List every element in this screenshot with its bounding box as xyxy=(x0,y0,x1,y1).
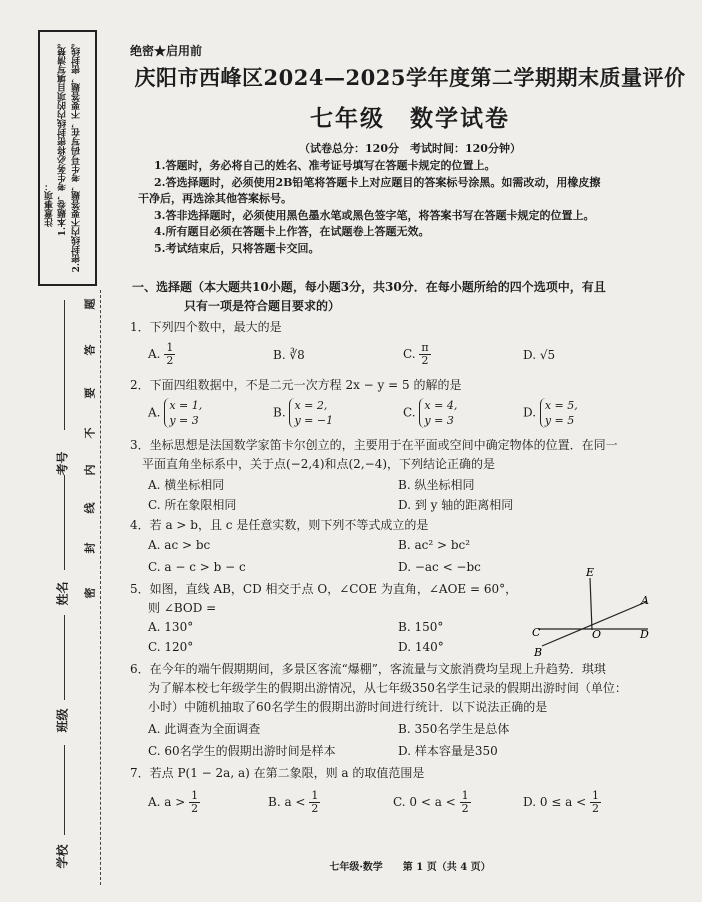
q1-option-c xyxy=(403,342,431,367)
seal-word: 不 xyxy=(83,427,97,439)
seal-word: 密 xyxy=(83,587,97,599)
fraction xyxy=(189,790,200,815)
option-label: A. a > xyxy=(148,795,186,809)
option-label: D. xyxy=(523,405,537,420)
numerator: π xyxy=(421,341,429,354)
q6-option-b: B. 350名学生是总体 xyxy=(398,722,510,736)
seal-word: 内 xyxy=(83,464,97,476)
denominator: 2 xyxy=(421,354,429,367)
q7-option-b xyxy=(268,790,320,815)
kaohao-line xyxy=(64,300,65,430)
stem-line: 6．在今年的端午假期期间，多景区客流“爆棚”，客流量与文旅消费均呈现上升趋势．琪琪 xyxy=(130,662,606,676)
question-2-stem: 2．下面四组数据中，不是二元一次方程 2x − y = 5 的解的是 xyxy=(130,378,462,392)
xingming-label: 姓名 xyxy=(55,581,70,606)
denominator: 2 xyxy=(461,802,469,815)
eq-line: x = 5, xyxy=(544,399,578,412)
instruction-line: 5.考试结束后，只将答题卡交回。 xyxy=(154,241,320,255)
label-e: E xyxy=(586,566,595,579)
q2-option-d xyxy=(523,398,578,428)
q1-option-d: D. √5 xyxy=(523,348,556,362)
seal-word: 答 xyxy=(83,344,97,356)
numerator: 1 xyxy=(311,789,319,802)
line-oe xyxy=(590,578,592,630)
question-1-stem: 1．下列四个数中，最大的是 xyxy=(130,320,282,334)
seal-word: 题 xyxy=(83,298,97,310)
q4-option-b: B. ac² > bc² xyxy=(398,538,471,552)
fraction xyxy=(419,342,430,367)
option-label: C. xyxy=(403,405,416,420)
instruction-line: 1.答题时，务必将自己的姓名、准考证号填写在答题卡规定的位置上。 xyxy=(154,159,496,172)
label-a: A xyxy=(641,594,649,607)
fraction xyxy=(309,790,320,815)
angle-diagram xyxy=(528,566,658,658)
question-3-stem xyxy=(130,436,692,474)
option-label: B. xyxy=(273,405,286,420)
seal-word: 封 xyxy=(83,542,97,554)
denominator: 2 xyxy=(191,802,199,815)
stem-line: 3．坐标思想是法国数学家笛卡尔创立的，主要用于在平面或空间中确定物体的位置．在同一 xyxy=(130,438,618,452)
q4-option-a: A. ac > bc xyxy=(148,538,211,552)
exam-content xyxy=(118,0,702,902)
seal-word: 要 xyxy=(83,387,97,399)
xingming-line xyxy=(64,475,65,570)
question-5-stem xyxy=(130,580,530,618)
eq-line: y = 5 xyxy=(544,414,575,427)
fraction xyxy=(590,790,601,815)
q5-option-b: B. 150° xyxy=(398,620,444,634)
secret-mark: 绝密★启用前 xyxy=(130,44,203,58)
numerator: 1 xyxy=(461,789,469,802)
instruction-line: 3.答非选择题时，必须使用黑色墨水笔或黑色签字笔，将答案书写在答题卡规定的位置上。 xyxy=(154,208,595,222)
instruction-line: 干净后，再选涂其他答案标号。 xyxy=(138,192,292,205)
numerator: 1 xyxy=(592,789,599,802)
question-7-stem: 7．若点 P(1 − 2a, a) 在第二象限，则 a 的取值范围是 xyxy=(130,766,425,780)
q3-option-b: B. 纵坐标相同 xyxy=(398,478,475,492)
q2-option-b xyxy=(273,398,333,428)
fraction xyxy=(164,342,175,367)
section-line: 一、选择题（本大题共10小题，每小题3分，共30分．在每小题所给的四个选项中，有且 xyxy=(132,280,606,294)
option-label: C. xyxy=(403,347,416,361)
numerator: 1 xyxy=(191,789,199,802)
kaohao-label: 考号 xyxy=(55,451,70,476)
option-label: A. xyxy=(148,405,161,420)
q3-option-c: C. 所在象限相同 xyxy=(148,498,237,512)
exam-subtitle: 七年级 数学试卷 xyxy=(310,105,510,132)
q3-option-d: D. 到 y 轴的距离相同 xyxy=(398,498,514,512)
q7-option-c xyxy=(393,790,471,815)
q1-option-b: B. ∛8 xyxy=(273,348,305,362)
notice-box xyxy=(38,30,97,286)
banji-label: 班级 xyxy=(55,708,70,733)
label-c: C xyxy=(532,626,541,639)
section-line: 只有一项是符合题目要求的） xyxy=(184,299,341,313)
option-label: D. 0 ≤ a < xyxy=(523,795,587,809)
instructions xyxy=(138,158,694,257)
denominator: 2 xyxy=(166,354,174,367)
stem-line: 5．如图，直线 AB，CD 相交于点 O，∠COE 为直角，∠AOE = 60°， xyxy=(130,582,518,596)
option-label: C. 0 < a < xyxy=(393,795,456,809)
q5-option-d: D. 140° xyxy=(398,640,444,654)
q7-option-d xyxy=(523,790,601,815)
option-label: B. a < xyxy=(268,795,306,809)
xuexiao-line xyxy=(64,745,65,835)
notice-title: 注意事项： xyxy=(45,182,55,227)
eq-line: x = 4, xyxy=(424,399,458,412)
q2-option-a xyxy=(148,398,202,428)
exam-title: 庆阳市西峰区2024—2025学年度第二学期期末质量评价 xyxy=(134,65,686,90)
q2-option-c xyxy=(403,398,457,428)
equation-system xyxy=(419,398,457,428)
label-o: O xyxy=(592,628,602,641)
question-6-stem xyxy=(130,660,692,717)
q4-option-c: C. a − c > b − c xyxy=(148,560,246,574)
binding-margin xyxy=(0,0,118,902)
q5-option-a: A. 130° xyxy=(148,620,194,634)
q6-option-c: C. 60名学生的假期出游时间是样本 xyxy=(148,744,336,758)
q3-option-a: A. 横坐标相同 xyxy=(148,478,225,492)
equation-system xyxy=(164,398,202,428)
section-heading xyxy=(132,278,692,316)
stem-line: 平面直角坐标系中，关于点(−2,4)和点(2,−4)，下列结论正确的是 xyxy=(142,457,496,471)
label-b: B xyxy=(534,646,543,658)
fraction xyxy=(460,790,471,815)
question-4-stem: 4．若 a > b，且 c 是任意实数，则下列不等式成立的是 xyxy=(130,518,429,532)
stem-line: 为了解本校七年级学生的假期出游情况，从七年级350名学生记录的假期出游时间（单位： xyxy=(148,681,627,695)
numerator: 1 xyxy=(166,341,174,354)
eq-line: x = 1, xyxy=(169,399,203,412)
eq-line: y = −1 xyxy=(294,414,334,427)
equation-system xyxy=(289,398,333,428)
q6-option-d: D. 样本容量是350 xyxy=(398,744,498,758)
q5-option-c: C. 120° xyxy=(148,640,194,654)
eq-line: y = 3 xyxy=(424,414,454,427)
notice-line-1: 1.本题卷，考生务必将密封线内的项目填写清楚。 xyxy=(58,38,68,237)
eq-line: y = 3 xyxy=(169,414,199,427)
q7-option-a xyxy=(148,790,200,815)
banji-line xyxy=(64,615,65,700)
seal-line xyxy=(100,290,101,885)
instruction-line: 2.答选择题时，必须使用2B铅笔将答题卡上对应题目的答案标号涂黑。如需改动，用橡皮擦 xyxy=(154,175,601,189)
denominator: 2 xyxy=(311,802,319,815)
label-d: D xyxy=(640,628,649,641)
notice-line-2: 2.密封线内不要答题，考生号码写在，不要答题，密封线。 xyxy=(72,38,82,273)
q1-option-a xyxy=(148,342,175,367)
instruction-line: 4.所有题目必须在答题卡上作答，在试题卷上答题无效。 xyxy=(154,225,430,238)
seal-word: 线 xyxy=(83,502,97,514)
exam-meta: （试卷总分：120分 考试时间：120分钟） xyxy=(299,142,521,155)
page-footer: 七年级·数学 第 1 页（共 4 页） xyxy=(329,862,491,873)
denominator: 2 xyxy=(592,802,599,815)
option-label: A. xyxy=(148,347,161,361)
stem-line: 小时）中随机抽取了60名学生的假期出游时间进行统计．以下说法正确的是 xyxy=(148,700,548,714)
xuexiao-label: 学校 xyxy=(55,844,70,869)
stem-line: 则 ∠BOD = xyxy=(148,601,217,615)
q6-option-a: A. 此调查为全面调查 xyxy=(148,722,261,736)
q4-option-d: D. −ac < −bc xyxy=(398,560,481,574)
equation-system xyxy=(540,398,578,428)
eq-line: x = 2, xyxy=(294,399,328,412)
